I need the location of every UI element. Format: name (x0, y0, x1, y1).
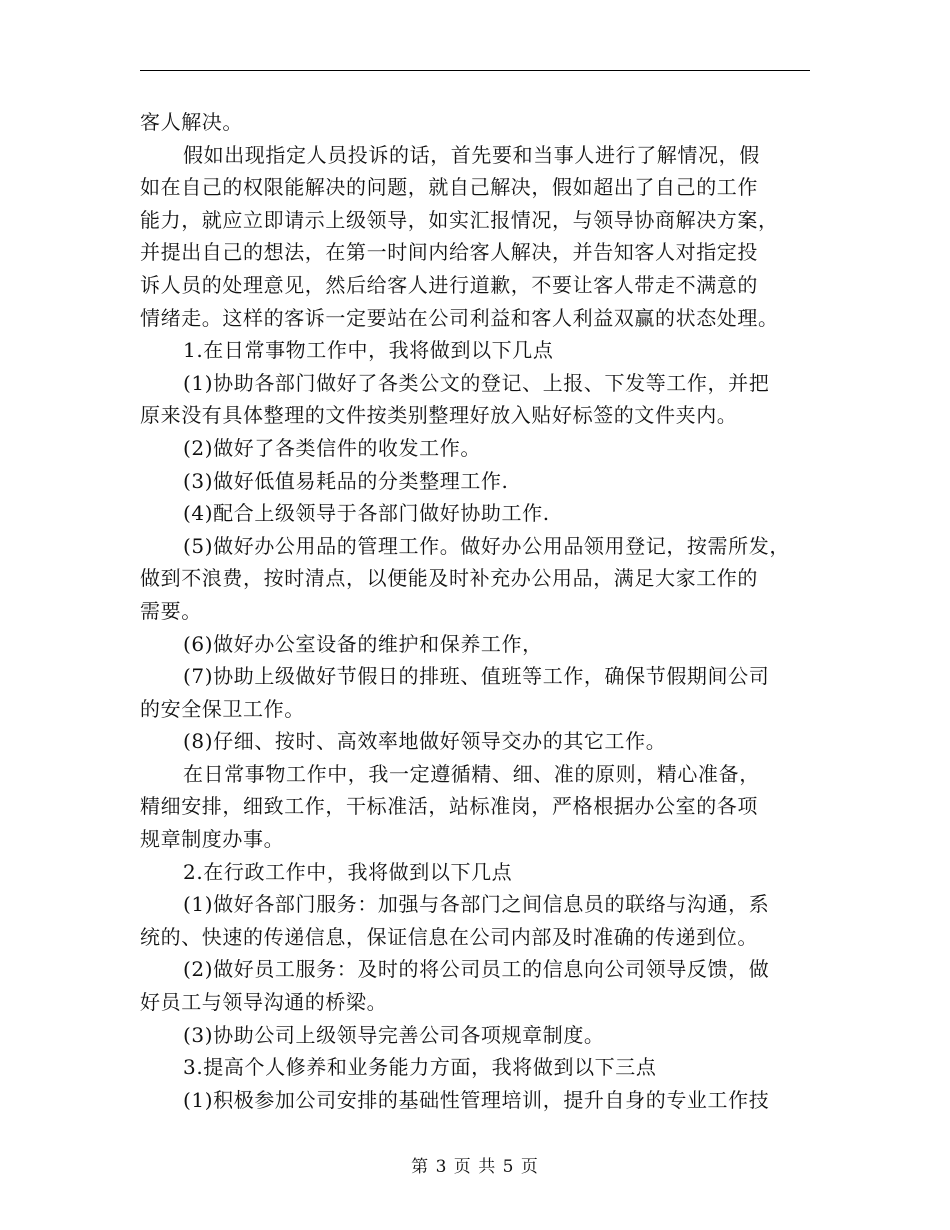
text-line: 精细安排，细致工作，干标准活，站标准岗，严格根据办公室的各项 (140, 794, 758, 819)
text-line: 能力，就应立即请示上级领导，如实汇报情况，与领导协商解决方案， (140, 207, 779, 232)
text-line: (8)仔细、按时、高效率地做好领导交办的其它工作。 (183, 729, 667, 754)
text-line: (6)做好办公室设备的维护和保养工作， (183, 631, 543, 656)
text-line: (3)协助公司上级领导完善公司各项规章制度。 (183, 1022, 605, 1047)
text-line: 规章制度办事。 (140, 827, 285, 852)
text-line: 3.提高个人修养和业务能力方面，我将做到以下三点 (183, 1055, 657, 1080)
text-line: 需要。 (140, 598, 202, 623)
text-line: 在日常事物工作中，我一定遵循精、细、准的原则，精心准备， (183, 761, 760, 786)
text-line: 2.在行政工作中，我将做到以下几点 (183, 859, 513, 884)
text-line: (1)做好各部门服务：加强与各部门之间信息员的联络与沟通，系 (183, 892, 770, 917)
text-line: 并提出自己的想法，在第一时间内给客人解决，并告知客人对指定投 (140, 240, 758, 265)
text-line: 好员工与领导沟通的桥梁。 (140, 990, 388, 1015)
text-line: (1)协助各部门做好了各类公文的登记、上报、下发等工作，并把 (183, 370, 770, 395)
page-footer: 第 3 页 共 5 页 (411, 1157, 539, 1177)
text-line: (7)协助上级做好节假日的排班、值班等工作，确保节假期间公司 (183, 664, 770, 689)
text-line: (3)做好低值易耗品的分类整理工作. (183, 468, 509, 493)
text-line: (2)做好了各类信件的收发工作。 (183, 435, 481, 460)
text-line: 的安全保卫工作。 (140, 696, 305, 721)
header-rule (140, 70, 810, 71)
text-line: 统的、快速的传递信息，保证信息在公司内部及时准确的传递到位。 (140, 924, 758, 949)
text-line: 做到不浪费，按时清点，以便能及时补充办公用品，满足大家工作的 (140, 566, 758, 591)
text-line: 假如出现指定人员投诉的话，首先要和当事人进行了解情况，假 (183, 142, 760, 167)
text-line: (1)积极参加公司安排的基础性管理培训，提升自身的专业工作技 (183, 1087, 770, 1112)
text-line: (4)配合上级领导于各部门做好协助工作. (183, 501, 550, 526)
text-line: 客人解决。 (140, 110, 243, 134)
text-line: 如在自己的权限能解决的问题，就自己解决，假如超出了自己的工作 (140, 175, 758, 200)
text-line: (2)做好员工服务：及时的将公司员工的信息向公司领导反馈，做 (183, 957, 770, 982)
text-line: 诉人员的处理意见，然后给客人进行道歉，不要让客人带走不满意的 (140, 272, 758, 297)
text-line: (5)做好办公用品的管理工作。做好办公用品领用登记，按需所发， (183, 533, 790, 558)
text-line: 原来没有具体整理的文件按类别整理好放入贴好标签的文件夹内。 (140, 403, 738, 428)
text-line: 情绪走。这样的客诉一定要站在公司利益和客人利益双赢的状态处理。 (140, 305, 779, 330)
document-body (140, 106, 812, 1116)
text-line: 1.在日常事物工作中，我将做到以下几点 (183, 338, 554, 363)
